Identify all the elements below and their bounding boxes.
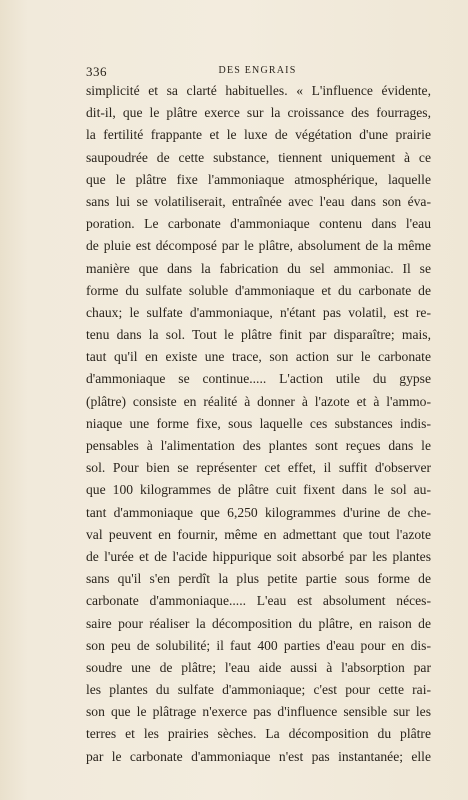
text-line: son que le plâtrage n'exerce pas d'influence sensible sur les: [86, 704, 431, 720]
text-line: forme du sulfate soluble d'ammoniaque et du carbonate de: [86, 282, 431, 298]
text-line: carbonate d'ammoniaque..... L'eau est absolument néces-: [86, 593, 431, 609]
text-line: (plâtre) consiste en réalité à donner à l'azote et à l'ammo-: [86, 393, 431, 409]
text-line: saupoudrée de cette substance, tiennent uniquement à ce: [86, 149, 431, 165]
text-line: poration. Le carbonate d'ammoniaque contenu dans l'eau: [86, 216, 431, 232]
body-text: [86, 80, 431, 768]
text-line: son peu de solubilité; il faut 400 parties d'eau pour en dis-: [86, 637, 431, 653]
page-number: 336: [86, 64, 107, 79]
text-line: de l'urée et de l'acide hippurique soit absorbé par les plantes: [86, 548, 431, 564]
text-line: la fertilité frappante et le luxe de végétation d'une prairie: [86, 127, 431, 143]
text-line: val peuvent en fournir, même en admettant que tout l'azote: [86, 526, 431, 542]
text-line: terres et les prairies sèches. La décomposition du plâtre: [86, 726, 431, 742]
text-line: niaque une forme fixe, sous laquelle ces substances indis-: [86, 415, 431, 431]
text-line: saire pour réaliser la décomposition du plâtre, en raison de: [86, 615, 431, 631]
text-line: simplicité et sa clarté habituelles. « L'influence évidente,: [86, 83, 431, 98]
text-line: manière que dans la fabrication du sel ammoniac. Il se: [86, 260, 431, 276]
text-line: de pluie est décomposé par le plâtre, absolument de la même: [86, 238, 431, 254]
text-line: que le plâtre fixe l'ammoniaque atmosphérique, laquelle: [86, 171, 431, 187]
text-line: tant d'ammoniaque que 6,250 kilogrammes d'urine de che-: [86, 504, 431, 520]
text-line: par le carbonate d'ammoniaque n'est pas instantanée; elle: [86, 748, 431, 764]
text-line: dit-il, que le plâtre exerce sur la croissance des fourrages,: [86, 105, 431, 121]
text-line: chaux; le sulfate d'ammoniaque, n'étant pas volatil, est re-: [86, 304, 431, 320]
text-line: sans lui se volatiliserait, entraînée avec l'eau dans son éva-: [86, 193, 431, 209]
text-line: pensables à l'alimentation des plantes sont reçues dans le: [86, 438, 431, 453]
text-line: que 100 kilogrammes de plâtre cuit fixent dans le sol au-: [86, 482, 431, 498]
text-line: les plantes du sulfate d'ammoniaque; c'est pour cette rai-: [86, 682, 431, 698]
text-line: soudre une de plâtre; l'eau aide aussi à l'absorption par: [86, 659, 431, 675]
text-line: sol. Pour bien se représenter cet effet, il suffit d'observer: [86, 460, 431, 476]
running-head: DES ENGRAIS: [218, 65, 297, 76]
text-line: taut qu'il en existe une trace, son action sur le carbonate: [86, 349, 431, 365]
text-line: sans qu'il s'en perdît la plus petite partie sous forme de: [86, 571, 431, 587]
page-header: [86, 64, 429, 80]
text-line: tenu dans la sol. Tout le plâtre finit par disparaître; mais,: [86, 327, 431, 343]
text-line: d'ammoniaque se continue..... L'action utile du gypse: [86, 371, 431, 387]
